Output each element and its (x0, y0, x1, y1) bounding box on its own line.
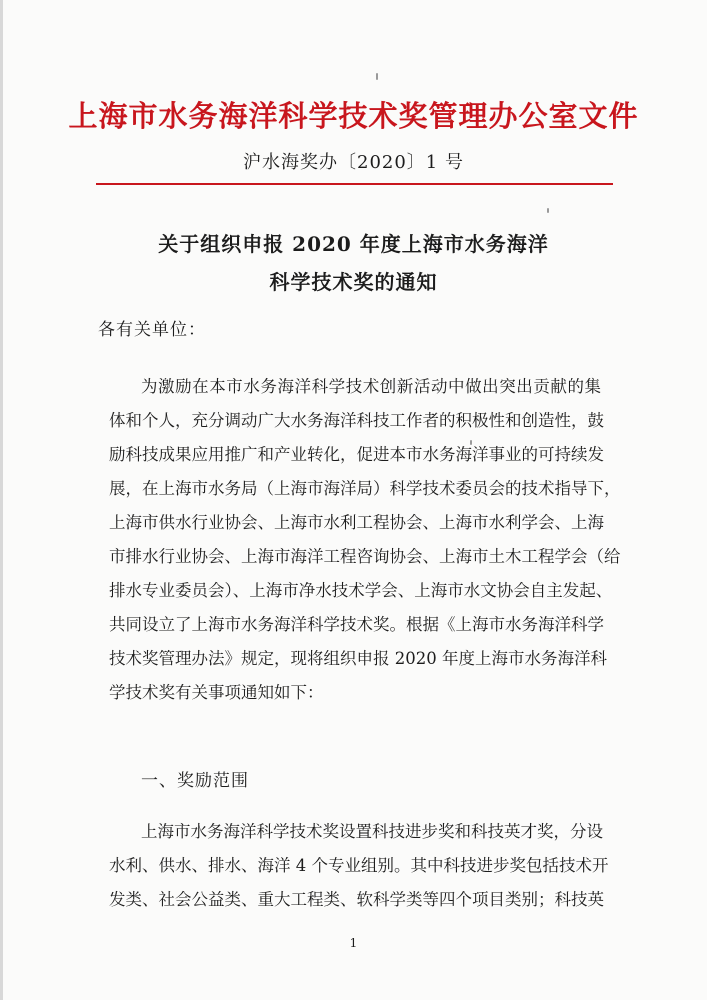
section-paragraph-line: 上海市水务海洋科学技术奖设置科技进步奖和科技英才奖，分设 (141, 822, 603, 841)
document-header-title: 上海市水务海洋科学技术奖管理办公室文件 (68, 99, 639, 133)
intro-paragraph-line: 市排水行业协会、上海市海洋工程咨询协会、上海市土木工程学会（给 (109, 547, 621, 566)
page-number: 1 (349, 936, 358, 950)
intro-paragraph-line: 共同设立了上海市水务海洋科学技术奖。根据《上海市水务海洋科学 (109, 615, 604, 634)
intro-paragraph-line: 技术奖管理办法》规定，现将组织申报 2020 年度上海市水务海洋科 (109, 649, 607, 668)
intro-paragraph-line: 体和个人，充分调动广大水务海洋科技工作者的积极性和创造性，鼓 (109, 411, 604, 430)
intro-paragraph-line: 排水专业委员会）、上海市净水技术学会、上海市水文协会自主发起、 (109, 581, 613, 600)
section-paragraph-line: 发类、社会公益类、重大工程类、软科学类等四个项目类别；科技英 (109, 890, 604, 909)
intro-paragraph-line: 上海市供水行业协会、上海市水利工程协会、上海市水利学会、上海 (109, 513, 604, 532)
scan-speck (376, 73, 378, 80)
section-heading: 一、奖励范围 (141, 771, 249, 791)
addressee: 各有关单位： (98, 320, 206, 340)
header-divider-line (96, 183, 613, 185)
notice-title-line-2: 科学技术奖的通知 (269, 270, 438, 294)
document-number: 沪水海奖办〔2020〕1 号 (243, 152, 464, 173)
intro-paragraph-line: 励科技成果应用推广和产业转化，促进本市水务海洋事业的可持续发 (109, 445, 604, 464)
scan-speck (547, 208, 549, 213)
section-paragraph-line: 水利、供水、排水、海洋 4 个专业组别。其中科技进步奖包括技术开 (109, 856, 609, 875)
intro-paragraph-line: 展，在上海市水务局（上海市海洋局）科学技术委员会的技术指导下， (109, 479, 621, 498)
intro-paragraph-line: 学技术奖有关事项通知如下： (109, 683, 324, 702)
notice-title-line-1: 关于组织申报 2020 年度上海市水务海洋 (158, 232, 549, 256)
intro-paragraph-line: 为激励在本市水务海洋科学技术创新活动中做出突出贡献的集 (141, 377, 601, 396)
